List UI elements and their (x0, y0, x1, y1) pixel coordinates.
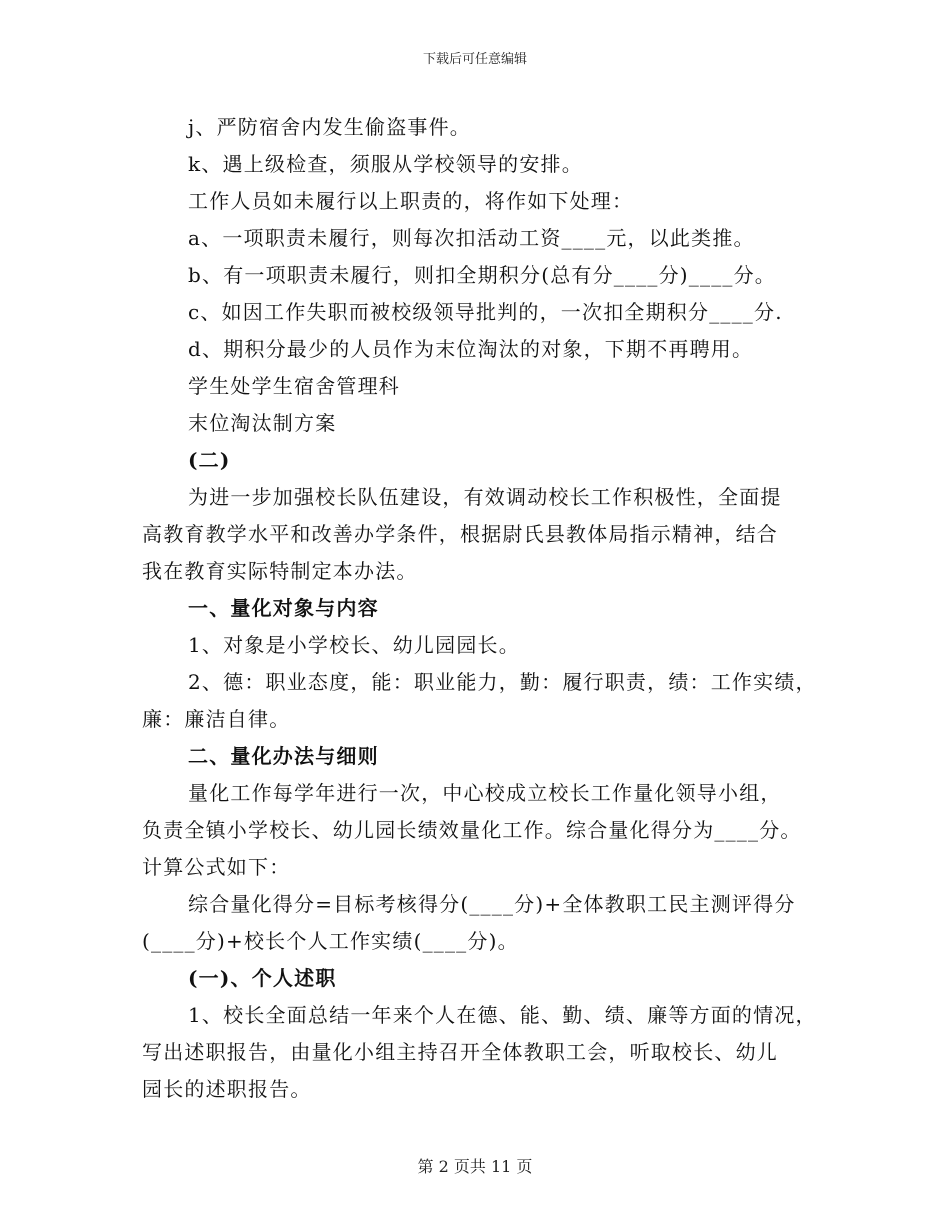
section-heading: (二) (188, 448, 231, 472)
text-line: 量化工作每学年进行一次，中心校成立校长工作量化领导小组， (188, 781, 782, 805)
text-line: 为进一步加强校长队伍建设，有效调动校长工作积极性，全面提 (188, 485, 782, 509)
section-heading: 二、量化办法与细则 (188, 744, 379, 768)
page-header-note: 下载后可任意编辑 (422, 52, 527, 67)
text-line: 末位淘汰制方案 (188, 411, 337, 435)
section-heading: 一、量化对象与内容 (188, 596, 379, 620)
text-line: 1、校长全面总结一年来个人在德、能、勤、绩、廉等方面的情况， (188, 1003, 817, 1027)
page-number: 第 2 页共 11 页 (417, 1157, 533, 1176)
text-line: 计算公式如下： (142, 855, 291, 879)
text-line: 我在教育实际特制定本办法。 (142, 559, 418, 583)
text-line: 综合量化得分=目标考核得分(____分)+全体教职工民主测评得分 (188, 892, 796, 916)
text-line: 负责全镇小学校长、幼儿园长绩效量化工作。综合量化得分为____分。 (142, 818, 802, 842)
section-heading: (一)、个人述职 (188, 966, 337, 990)
text-line: 工作人员如未履行以上职责的，将作如下处理： (188, 189, 634, 213)
text-line: c、如因工作失职而被校级领导批判的，一次扣全期积分____分. (188, 300, 783, 324)
text-line: 写出述职报告，由量化小组主持召开全体教职工会，听取校长、幼儿 (142, 1040, 778, 1064)
text-line: a、一项职责未履行，则每次扣活动工资____元，以此类推。 (188, 226, 755, 250)
text-line: 园长的述职报告。 (142, 1077, 312, 1101)
text-line: 廉：廉洁自律。 (142, 707, 291, 731)
text-line: b、有一项职责未履行，则扣全期积分(总有分____分)____分。 (188, 263, 777, 287)
text-line: (____分)+校长个人工作实绩(____分)。 (142, 929, 519, 953)
text-line: j、严防宿舍内发生偷盗事件。 (188, 115, 472, 139)
text-line: 学生处学生宿舍管理科 (188, 374, 400, 398)
text-line: 2、德：职业态度，能：职业能力，勤：履行职责，绩：工作实绩， (188, 670, 817, 694)
text-line: d、期积分最少的人员作为末位淘汰的对象，下期不再聘用。 (188, 337, 754, 361)
text-line: k、遇上级检查，须服从学校领导的安排。 (188, 152, 583, 176)
text-line: 高教育教学水平和改善办学条件，根据尉氏县教体局指示精神，结合 (142, 522, 778, 546)
text-line: 1、对象是小学校长、幼儿园园长。 (188, 633, 520, 657)
